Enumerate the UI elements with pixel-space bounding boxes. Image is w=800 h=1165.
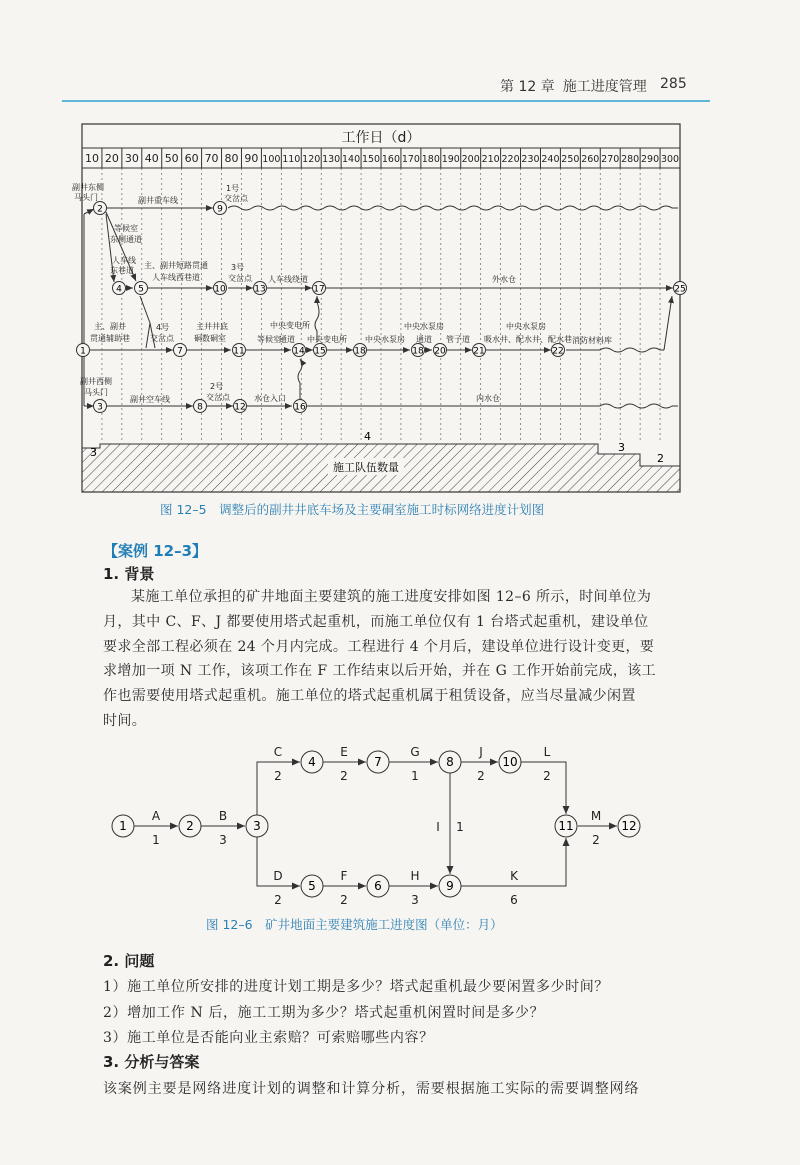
question-3: 3）施工单位是否能向业主索赔？可索赔哪些内容？ — [103, 1030, 434, 1046]
svg-text:11: 11 — [233, 346, 245, 357]
label-row2-act1b: 东侧通道 — [110, 235, 142, 244]
tick-label: 20 — [104, 152, 119, 165]
label-row3-act6b: 通道 — [416, 335, 432, 344]
resource-value-1: 3 — [90, 446, 97, 459]
node-2 — [179, 815, 201, 837]
tick-label: 50 — [164, 152, 179, 165]
node-4 — [301, 751, 323, 773]
svg-text:7: 7 — [177, 346, 183, 357]
node-11 — [233, 344, 246, 357]
label-row2-act6: 外水仓 — [492, 275, 516, 284]
svg-text:25: 25 — [674, 284, 686, 295]
svg-text:8: 8 — [446, 755, 454, 769]
tick-label: 260 — [581, 154, 600, 165]
label-row2-act3: 主、副井短路贯通 — [144, 261, 208, 270]
tick-label: 60 — [184, 152, 199, 165]
svg-text:21: 21 — [473, 346, 485, 357]
node-21 — [473, 344, 486, 357]
question-1: 1）施工单位所安排的进度计划工期是多少？塔式起重机最少要闲置多少时间？ — [103, 979, 609, 995]
tick-label: 120 — [302, 154, 321, 165]
label-row3-act1b: 贯通辅助巷 — [90, 334, 130, 343]
tick-label: 160 — [381, 154, 401, 165]
edge-label-l: L — [543, 745, 551, 759]
label-row1-act: 副井重车线 — [138, 196, 178, 205]
svg-text:3: 3 — [97, 402, 103, 413]
time-grid — [82, 148, 680, 443]
paragraph-line: 作也需要使用塔式起重机。施工单位的塔式起重机属于租赁设备，应当尽量减少闲置 — [103, 688, 636, 705]
edge-duration-j: 2 — [477, 769, 485, 783]
label-row3-act9b: 吸水井、配水井、配水巷 — [484, 335, 572, 344]
tick-label: 100 — [262, 154, 281, 165]
edge-duration-f: 2 — [340, 893, 348, 907]
answer-first-line: 该案例主要是网络进度计划的调整和计算分析，需要根据施工实际的需要调整网络 — [103, 1081, 640, 1097]
svg-text:13: 13 — [254, 284, 266, 295]
tick-label: 240 — [541, 154, 560, 165]
tick-label: 40 — [144, 152, 159, 165]
tick-label: 210 — [481, 154, 500, 165]
tick-label: 200 — [461, 154, 480, 165]
label-row4-start: 副井西侧 — [80, 377, 112, 386]
edge-label-k: K — [510, 869, 518, 883]
svg-text:6: 6 — [374, 879, 382, 893]
tick-label: 110 — [282, 154, 301, 165]
svg-text:22: 22 — [552, 346, 564, 357]
label-row3-act4b: 通道 — [279, 335, 295, 344]
node-9 — [214, 202, 227, 215]
figure-6-caption: 图 12–6 矿井地面主要建筑施工进度图（单位：月） — [206, 917, 503, 932]
tick-label: 190 — [441, 154, 460, 165]
label-row2-act4: 人车线西巷道 — [152, 273, 200, 282]
edge-22-25-wave — [566, 348, 664, 352]
label-row4-n2: 2号 — [210, 382, 224, 391]
tick-label: 180 — [421, 154, 440, 165]
svg-text:17: 17 — [313, 284, 325, 295]
node-18b — [412, 344, 425, 357]
edge-label-m: M — [590, 809, 602, 823]
page-header — [0, 70, 800, 100]
label-row2-act1: 等候室 — [114, 224, 138, 233]
label-row2-act2: 人车线 — [112, 256, 136, 265]
tick-label: 290 — [641, 154, 660, 165]
tick-label: 230 — [521, 154, 540, 165]
node-14 — [293, 344, 306, 357]
tick-label: 30 — [124, 152, 139, 165]
edge-16-end-wave — [306, 404, 678, 408]
label-row2-n3b: 交岔点 — [228, 274, 252, 283]
node-8 — [194, 400, 207, 413]
section-answer-heading: 3. 分析与答案 — [103, 1053, 200, 1071]
section-questions-heading: 2. 问题 — [103, 952, 155, 970]
label-row3-act6: 中央水泵房 — [404, 322, 444, 331]
axis-title: 工作日（d） — [341, 130, 421, 146]
node-3 — [94, 400, 107, 413]
svg-text:2: 2 — [97, 204, 103, 215]
svg-text:1: 1 — [80, 346, 86, 357]
node-10 — [214, 282, 227, 295]
svg-text:9: 9 — [217, 204, 223, 215]
label-row4-act1: 副井空车线 — [130, 395, 170, 404]
tick-label: 70 — [204, 152, 219, 165]
node-17 — [313, 282, 326, 295]
label-row3-act4: 中央变电所 — [270, 321, 310, 330]
edge-duration-g: 1 — [411, 769, 419, 783]
node-2 — [94, 202, 107, 215]
nodes — [112, 751, 640, 897]
tick-label: 150 — [361, 154, 381, 165]
node-20 — [434, 344, 447, 357]
edge-label-f: F — [340, 869, 348, 883]
label-row4-act2: 水仓入口 — [254, 394, 286, 403]
label-row3-n4: 4号 — [156, 323, 170, 332]
edge-duration-c: 2 — [274, 769, 282, 783]
node-22 — [552, 344, 565, 357]
edge-label-b: B — [218, 809, 228, 823]
tick-label: 10 — [84, 152, 99, 165]
figure-5-caption: 图 12–5 调整后的副井井底车场及主要硐室施工时标网络进度计划图 — [160, 502, 545, 517]
label-row1-start: 副井东侧 — [72, 183, 104, 192]
svg-text:3: 3 — [253, 819, 261, 833]
svg-text:15: 15 — [314, 346, 326, 357]
paragraph-line: 求增加一项 N 工作，该项工作在 F 工作结束以后开始，并在 G 工作开始前完成，该工 — [103, 663, 657, 680]
node-11 — [555, 815, 577, 837]
svg-text:5: 5 — [308, 879, 316, 893]
edge-label-a: A — [151, 809, 161, 823]
edge-duration-k: 6 — [510, 893, 518, 907]
node-3 — [246, 815, 268, 837]
edge-duration-m: 2 — [592, 833, 600, 847]
node-5 — [135, 282, 148, 295]
resource-value-3: 3 — [618, 441, 625, 454]
section-background-heading: 1. 背景 — [103, 565, 155, 583]
page-number: 285 — [660, 76, 687, 92]
svg-text:8: 8 — [197, 402, 203, 413]
node-1 — [77, 344, 90, 357]
edge-label-j: J — [479, 745, 483, 759]
node-8 — [439, 751, 461, 773]
label-row4-start2: 马头门 — [84, 388, 108, 397]
svg-text:5: 5 — [138, 284, 144, 295]
label-row3-act8: 管子道 — [446, 335, 470, 344]
edge-9-25-wave — [228, 206, 678, 210]
svg-text:14: 14 — [293, 346, 305, 357]
tick-label: 250 — [561, 154, 580, 165]
edge-22-25 — [664, 296, 672, 350]
svg-text:12: 12 — [621, 819, 637, 833]
node-7 — [367, 751, 389, 773]
node-9 — [439, 875, 461, 897]
node-1 — [112, 815, 134, 837]
tick-label: 80 — [224, 152, 239, 165]
node-25 — [674, 282, 687, 295]
edge-duration-l: 2 — [543, 769, 551, 783]
node-4 — [113, 282, 126, 295]
svg-text:10: 10 — [502, 755, 518, 769]
label-row1-end: 1号 — [226, 184, 240, 193]
edge-duration-b: 3 — [219, 833, 227, 847]
resource-value-2: 4 — [364, 430, 371, 443]
tick-label: 300 — [660, 154, 680, 165]
paragraph-line: 要求全部工程必须在 24 个月内完成。工程进行 4 个月后，建设单位进行设计变更，要 — [103, 638, 655, 655]
paragraph-line: 月，其中 C、F、J 都要使用塔式起重机，而施工单位仅有 1 台塔式起重机，建设单位 — [103, 613, 649, 630]
node-5 — [301, 875, 323, 897]
edge-label-h: H — [410, 869, 420, 883]
svg-text:1: 1 — [119, 819, 127, 833]
edge-label-d: D — [273, 869, 283, 883]
tick-label: 220 — [501, 154, 520, 165]
svg-text:12: 12 — [234, 402, 246, 413]
activity-network-figure — [100, 740, 660, 936]
node-12 — [234, 400, 247, 413]
case-title: 【案例 12–3】 — [103, 542, 208, 560]
edge-duration-h: 3 — [411, 893, 419, 907]
tick-labels — [85, 152, 679, 165]
svg-text:16: 16 — [294, 402, 306, 413]
network-nodes — [77, 202, 687, 413]
edge-duration-e: 2 — [340, 769, 348, 783]
node-12 — [618, 815, 640, 837]
svg-text:4: 4 — [116, 284, 122, 295]
svg-text:18: 18 — [354, 346, 366, 357]
label-row2-act2b: 东巷道 — [110, 266, 134, 275]
header-rule — [62, 100, 710, 102]
node-13 — [254, 282, 267, 295]
edge-1-2 — [84, 209, 94, 214]
tick-label: 280 — [621, 154, 640, 165]
paragraph-line: 时间。 — [103, 712, 147, 729]
question-2: 2）增加工作 N 后，施工工期为多少？塔式起重机闲置时间是多少？ — [103, 1005, 545, 1021]
edge-label-i: I — [436, 820, 440, 834]
chapter-number: 第 12 章 — [500, 79, 555, 95]
svg-text:2: 2 — [186, 819, 194, 833]
svg-text:18: 18 — [412, 346, 424, 357]
chapter-heading — [500, 76, 647, 96]
label-row4-n2b: 交岔点 — [206, 393, 230, 402]
node-18a — [354, 344, 367, 357]
node-16 — [294, 400, 307, 413]
label-row2-n3: 3号 — [231, 263, 245, 272]
label-row3-act5: 中央变电所 — [307, 335, 347, 344]
label-row3-act1: 主、副井 — [94, 322, 126, 331]
label-row1-end2: 交岔点 — [224, 194, 248, 203]
tick-label: 270 — [601, 154, 620, 165]
chapter-title: 施工进度管理 — [562, 79, 647, 95]
label-row4-act3: 内水仓 — [476, 394, 500, 403]
edge-duration-i: 1 — [456, 820, 464, 834]
network-edges — [82, 206, 678, 408]
svg-text:7: 7 — [374, 755, 382, 769]
label-row3-act9: 中央水泵房 — [506, 322, 546, 331]
edge-label-c: C — [273, 745, 283, 759]
label-row3-act2: 主井井底 — [196, 322, 228, 331]
histogram-title: 施工队伍数量 — [333, 461, 399, 474]
label-row3-n4b: 交岔点 — [150, 334, 174, 343]
svg-text:10: 10 — [214, 284, 226, 295]
edge-duration-a: 1 — [152, 833, 160, 847]
activity-labels — [72, 182, 612, 404]
svg-text:11: 11 — [558, 819, 574, 833]
paragraph-line: 某施工单位承担的矿井地面主要建筑的施工进度安排如图 12–6 所示，时间单位为 — [131, 589, 652, 605]
svg-text:20: 20 — [434, 346, 446, 357]
node-15 — [314, 344, 327, 357]
label-row2-act5: 人车线绕道 — [268, 275, 308, 284]
label-row1-start2: 马头门 — [74, 193, 98, 202]
svg-text:9: 9 — [446, 879, 454, 893]
resource-value-4: 2 — [657, 452, 664, 465]
svg-text:4: 4 — [308, 755, 316, 769]
node-6 — [367, 875, 389, 897]
label-row3-act7: 中央水泵房 — [365, 335, 405, 344]
tick-label: 170 — [401, 154, 420, 165]
edge-label-g: G — [410, 745, 420, 759]
tick-label: 90 — [244, 152, 259, 165]
tick-label: 140 — [342, 154, 361, 165]
label-row3-act2b: 硐数硐室 — [194, 334, 226, 343]
background-paragraph — [103, 585, 703, 734]
tick-label: 130 — [322, 154, 341, 165]
edge-label-e: E — [340, 745, 348, 759]
label-row3-act10: 消防材料库 — [572, 336, 612, 345]
network-schedule-figure — [60, 118, 684, 496]
label-row3-act3: 等候室 — [257, 335, 281, 344]
edge-duration-d: 2 — [274, 893, 282, 907]
node-10 — [499, 751, 521, 773]
node-7 — [174, 344, 187, 357]
